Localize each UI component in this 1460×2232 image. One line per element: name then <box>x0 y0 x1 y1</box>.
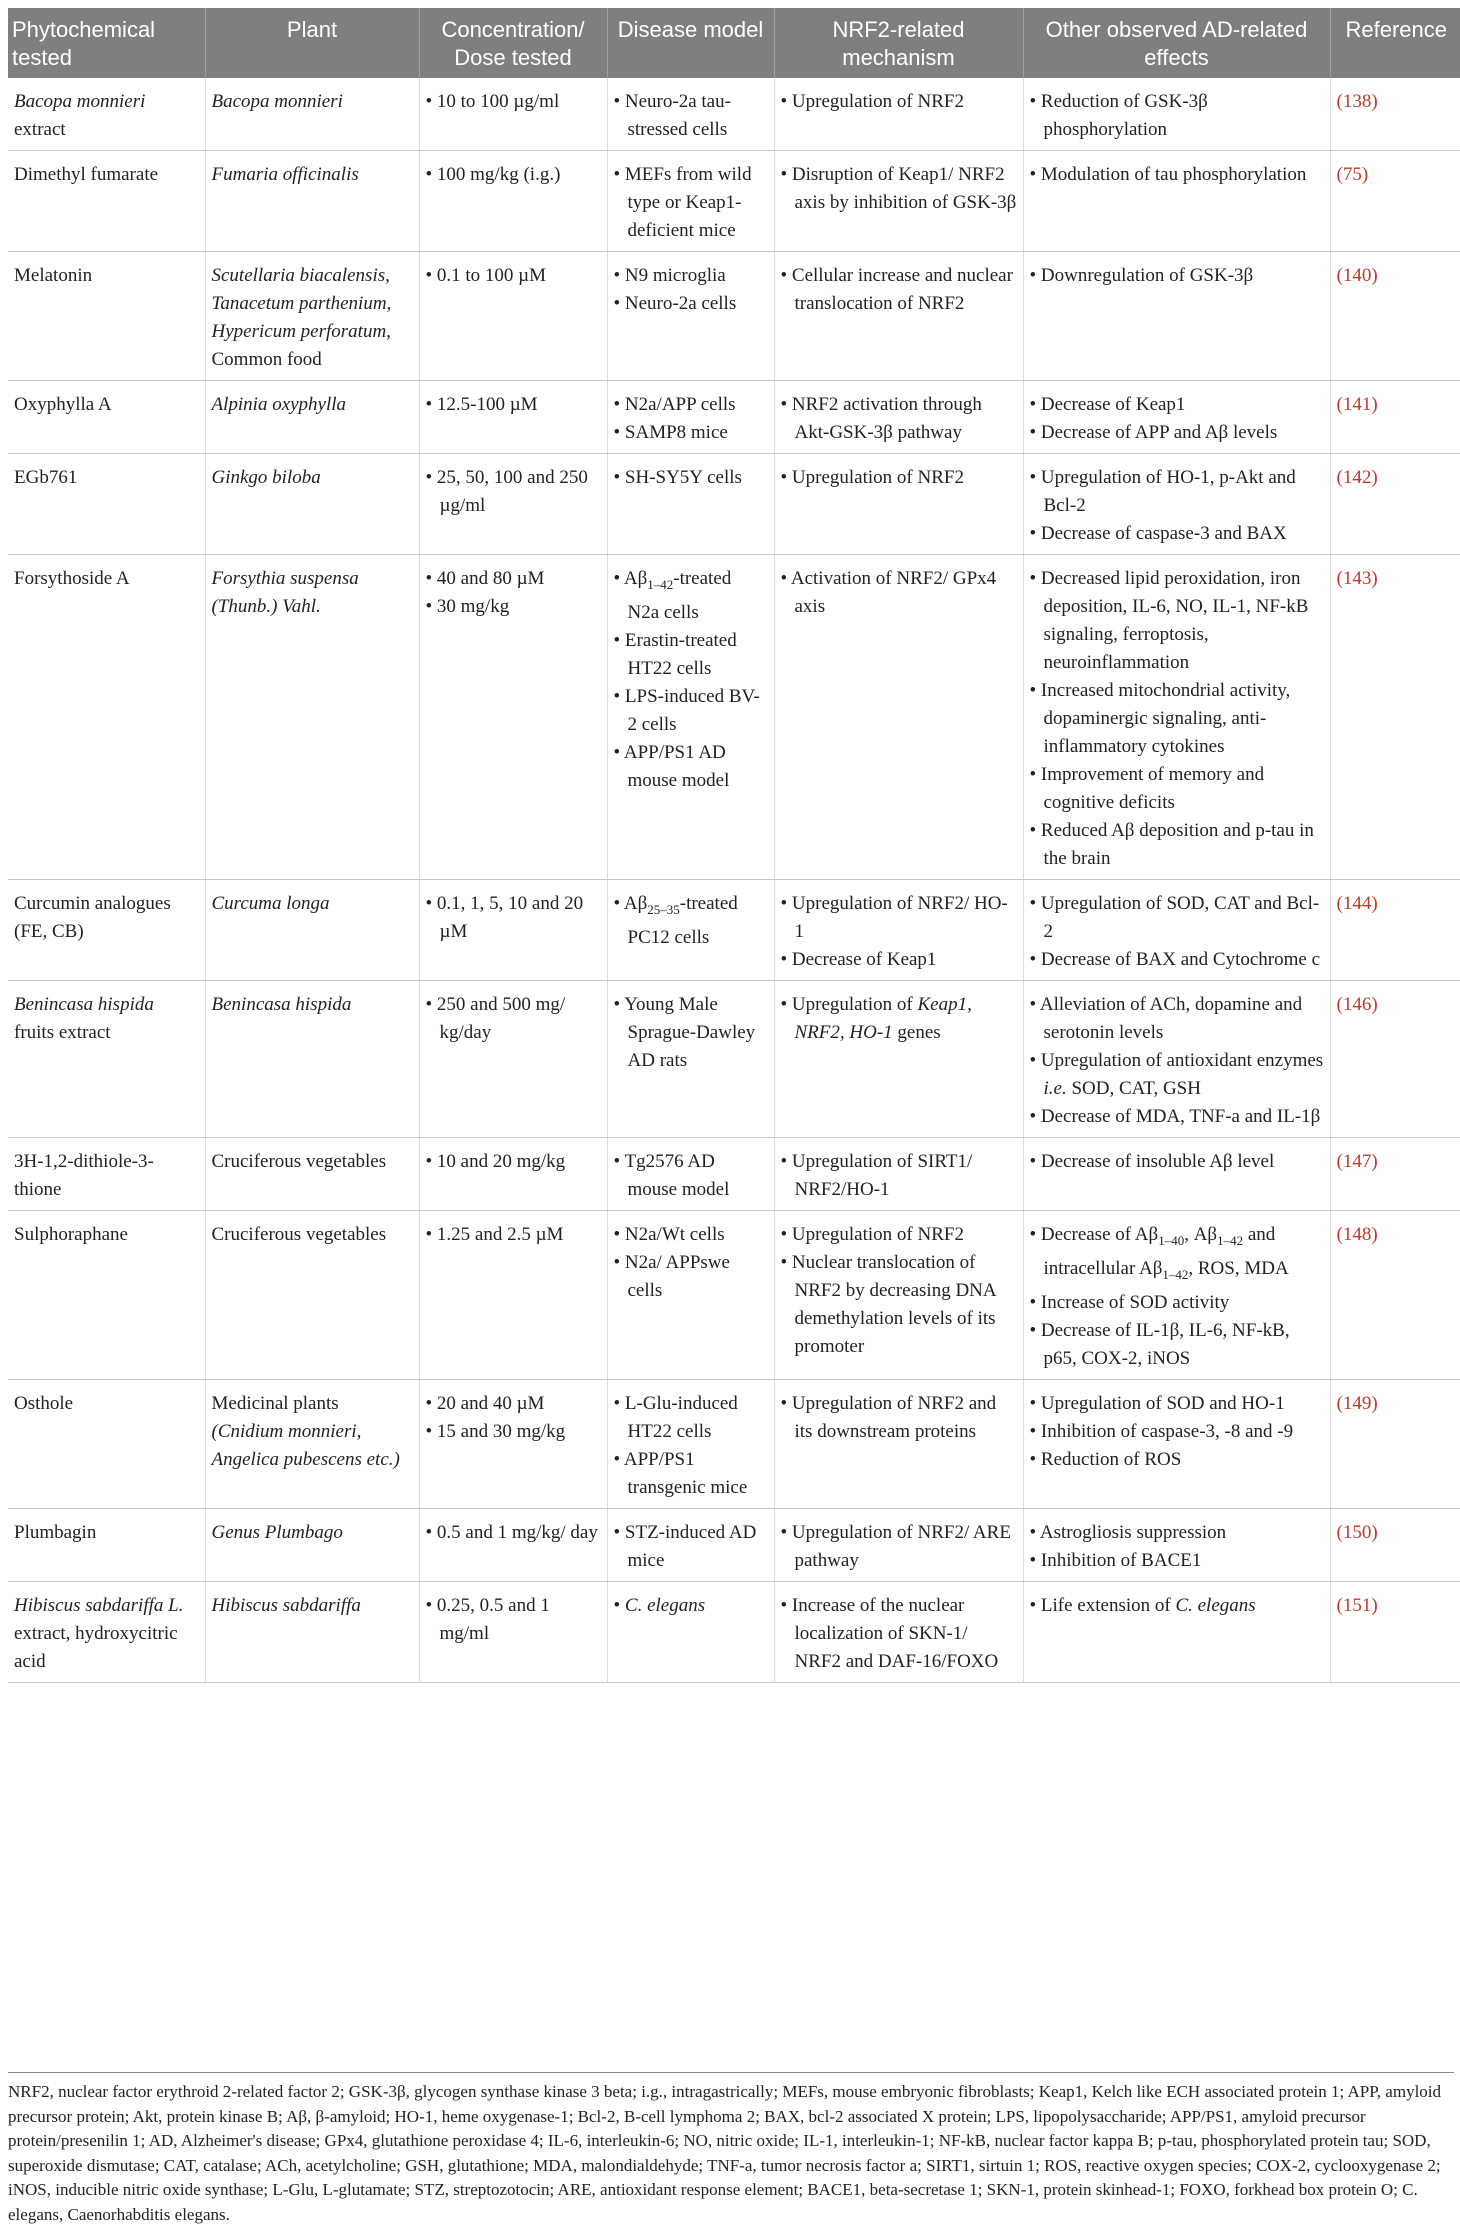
mechanism-item: • Upregulation of NRF2 <box>781 1221 1017 1249</box>
effect-item: • Decrease of MDA, TNF-a and IL-1β <box>1030 1103 1324 1131</box>
dose-item: • 1.25 and 2.5 µM <box>426 1221 601 1249</box>
dose-item: • 0.1 to 100 µM <box>426 262 601 290</box>
model-item: • APP/PS1 transgenic mice <box>614 1446 768 1502</box>
effect-item: • Downregulation of GSK-3β <box>1030 262 1324 290</box>
dose-item: • 15 and 30 mg/kg <box>426 1418 601 1446</box>
mechanism-item: • Nuclear translocation of NRF2 by decreasing DNA demethylation levels of its promoter <box>781 1249 1017 1361</box>
cell-nrf2-mechanism <box>774 981 1023 1138</box>
model-item: • L-Glu-induced HT22 cells <box>614 1390 768 1446</box>
cell-phytochemical: Forsythoside A <box>8 555 205 880</box>
mechanism-item: • Cellular increase and nuclear translocation of NRF2 <box>781 262 1017 318</box>
cell-reference <box>1330 381 1460 454</box>
cell-plant: Fumaria officinalis <box>205 151 419 252</box>
header-row <box>8 8 1460 78</box>
dose-item: • 12.5-100 µM <box>426 391 601 419</box>
effect-item: • Upregulation of SOD and HO-1 <box>1030 1390 1324 1418</box>
cell-plant: Forsythia suspensa (Thunb.) Vahl. <box>205 555 419 880</box>
dose-item: • 40 and 80 µM <box>426 565 601 593</box>
mechanism-item: • Upregulation of NRF2 <box>781 464 1017 492</box>
cell-plant: Curcuma longa <box>205 880 419 981</box>
cell-dose <box>419 1138 607 1211</box>
mechanism-item: • Increase of the nuclear localization of SKN-1/ NRF2 and DAF-16/FOXO <box>781 1592 1017 1676</box>
cell-other-effects <box>1023 1508 1330 1581</box>
cell-reference <box>1330 252 1460 381</box>
cell-dose <box>419 381 607 454</box>
table-row <box>8 252 1460 381</box>
model-item: • MEFs from wild type or Keap1-deficient mice <box>614 161 768 245</box>
header-disease-model: Disease model <box>607 8 774 78</box>
cell-phytochemical: Melatonin <box>8 252 205 381</box>
cell-plant: Benincasa hispida <box>205 981 419 1138</box>
cell-disease-model <box>607 454 774 555</box>
cell-nrf2-mechanism <box>774 381 1023 454</box>
effect-item: • Decreased lipid peroxidation, iron deposition, IL-6, NO, IL-1, NF-kB signaling, ferroptosis, neuroinflammation <box>1030 565 1324 677</box>
cell-disease-model <box>607 1508 774 1581</box>
reference-link[interactable]: (142) <box>1336 467 1378 488</box>
cell-reference <box>1330 1508 1460 1581</box>
cell-disease-model <box>607 555 774 880</box>
table-row <box>8 981 1460 1138</box>
effect-item: • Inhibition of BACE1 <box>1030 1547 1324 1575</box>
cell-reference <box>1330 1581 1460 1682</box>
dose-item: • 10 to 100 µg/ml <box>426 88 601 116</box>
cell-plant: Medicinal plants (Cnidium monnieri, Angelica pubescens etc.) <box>205 1379 419 1508</box>
cell-other-effects <box>1023 1211 1330 1380</box>
cell-dose <box>419 1211 607 1380</box>
cell-phytochemical: Bacopa monnieri extract <box>8 78 205 151</box>
cell-reference <box>1330 78 1460 151</box>
header-phytochemical: Phytochemical tested <box>8 8 205 78</box>
table-row <box>8 1379 1460 1508</box>
table-row <box>8 880 1460 981</box>
cell-other-effects <box>1023 555 1330 880</box>
model-item: • $A\beta_{1-42}$-treated N2a cells <box>614 565 768 627</box>
reference-link[interactable]: (146) <box>1336 994 1378 1015</box>
cell-reference <box>1330 1379 1460 1508</box>
cell-nrf2-mechanism <box>774 880 1023 981</box>
effect-item: • Modulation of tau phosphorylation <box>1030 161 1324 189</box>
mechanism-item: • Activation of NRF2/ GPx4 axis <box>781 565 1017 621</box>
effect-item: • Upregulation of antioxidant enzymes i.e. SOD, CAT, GSH <box>1030 1047 1324 1103</box>
cell-nrf2-mechanism <box>774 1581 1023 1682</box>
header-reference: Reference <box>1330 8 1460 78</box>
dose-item: • 25, 50, 100 and 250 µg/ml <box>426 464 601 520</box>
cell-plant: Ginkgo biloba <box>205 454 419 555</box>
effect-item: • Decrease of caspase-3 and BAX <box>1030 520 1324 548</box>
cell-nrf2-mechanism <box>774 78 1023 151</box>
cell-reference <box>1330 880 1460 981</box>
dose-item: • 250 and 500 mg/ kg/day <box>426 991 601 1047</box>
dose-item: • 10 and 20 mg/kg <box>426 1148 601 1176</box>
cell-phytochemical: EGb761 <box>8 454 205 555</box>
cell-phytochemical: Hibiscus sabdariffa L. extract, hydroxycitric acid <box>8 1581 205 1682</box>
table-row <box>8 1581 1460 1682</box>
mechanism-item: • Upregulation of NRF2 <box>781 88 1017 116</box>
cell-disease-model <box>607 252 774 381</box>
cell-disease-model <box>607 880 774 981</box>
mechanism-item: • Upregulation of NRF2/ HO-1 <box>781 890 1017 946</box>
cell-other-effects <box>1023 981 1330 1138</box>
cell-phytochemical: Dimethyl fumarate <box>8 151 205 252</box>
model-item: • $A\beta_{25-35}$-treated PC12 cells <box>614 890 768 952</box>
mechanism-item: • Upregulation of SIRT1/ NRF2/HO-1 <box>781 1148 1017 1204</box>
cell-phytochemical: Osthole <box>8 1379 205 1508</box>
table-row <box>8 1138 1460 1211</box>
effect-item: • Increased mitochondrial activity, dopaminergic signaling, anti-inflammatory cytokines <box>1030 677 1324 761</box>
cell-nrf2-mechanism <box>774 252 1023 381</box>
cell-dose <box>419 1508 607 1581</box>
phytochemical-table <box>8 8 1460 1683</box>
effect-item: • Decrease of BAX and Cytochrome c <box>1030 946 1324 974</box>
cell-dose <box>419 151 607 252</box>
effect-item: • Decrease of Keap1 <box>1030 391 1324 419</box>
effect-item: • Decrease of IL-1β, IL-6, NF-kB, p65, COX-2, iNOS <box>1030 1317 1324 1373</box>
cell-disease-model <box>607 981 774 1138</box>
effect-item: • Improvement of memory and cognitive deficits <box>1030 761 1324 817</box>
cell-other-effects <box>1023 381 1330 454</box>
cell-other-effects <box>1023 1138 1330 1211</box>
cell-reference <box>1330 1138 1460 1211</box>
model-item: • C. elegans <box>614 1592 768 1620</box>
cell-reference <box>1330 1211 1460 1380</box>
cell-disease-model <box>607 151 774 252</box>
reference-link[interactable]: (141) <box>1336 394 1378 415</box>
header-concentration: Concentration/ Dose tested <box>419 8 607 78</box>
reference-link[interactable]: (147) <box>1336 1151 1378 1172</box>
cell-plant: Cruciferous vegetables <box>205 1211 419 1380</box>
cell-disease-model <box>607 78 774 151</box>
cell-plant: Bacopa monnieri <box>205 78 419 151</box>
model-item: • SH-SY5Y cells <box>614 464 768 492</box>
cell-plant: Scutellaria biacalensis, Tanacetum parthenium, Hypericum perforatum, Common food <box>205 252 419 381</box>
dose-item: • 0.25, 0.5 and 1 mg/ml <box>426 1592 601 1648</box>
dose-item: • 0.5 and 1 mg/kg/ day <box>426 1519 601 1547</box>
cell-phytochemical: Plumbagin <box>8 1508 205 1581</box>
cell-phytochemical: Sulphoraphane <box>8 1211 205 1380</box>
model-item: • LPS-induced BV-2 cells <box>614 683 768 739</box>
model-item: • N9 microglia <box>614 262 768 290</box>
cell-other-effects <box>1023 151 1330 252</box>
cell-disease-model <box>607 1379 774 1508</box>
reference-link[interactable]: (138) <box>1336 91 1378 112</box>
cell-nrf2-mechanism <box>774 1138 1023 1211</box>
cell-phytochemical: Curcumin analogues (FE, CB) <box>8 880 205 981</box>
cell-disease-model <box>607 1581 774 1682</box>
table-row <box>8 381 1460 454</box>
cell-other-effects <box>1023 1379 1330 1508</box>
effect-item: • Decrease of $A\beta_{1-40}$, $A\beta_{1-42}$ and intracellular $A\beta_{1-42}$, ROS, MDA <box>1030 1221 1324 1289</box>
reference-link[interactable]: (143) <box>1336 568 1378 589</box>
table-row <box>8 78 1460 151</box>
model-item: • Young Male Sprague-Dawley AD rats <box>614 991 768 1075</box>
header-nrf2-mechanism: NRF2-related mechanism <box>774 8 1023 78</box>
cell-other-effects <box>1023 454 1330 555</box>
cell-dose <box>419 880 607 981</box>
header-plant: Plant <box>205 8 419 78</box>
model-item: • STZ-induced AD mice <box>614 1519 768 1575</box>
reference-link[interactable]: (140) <box>1336 265 1378 286</box>
header-other-effects: Other observed AD-related effects <box>1023 8 1330 78</box>
cell-other-effects <box>1023 252 1330 381</box>
mechanism-item: • Upregulation of NRF2/ ARE pathway <box>781 1519 1017 1575</box>
mechanism-item: • Upregulation of Keap1, NRF2, HO-1 genes <box>781 991 1017 1047</box>
effect-item: • Reduced Aβ deposition and p-tau in the brain <box>1030 817 1324 873</box>
phytochemical-table-container <box>8 8 1460 1683</box>
effect-item: • Increase of SOD activity <box>1030 1289 1324 1317</box>
mechanism-item: • Decrease of Keap1 <box>781 946 1017 974</box>
table-body <box>8 78 1460 1682</box>
dose-item: • 0.1, 1, 5, 10 and 20 µM <box>426 890 601 946</box>
cell-dose <box>419 555 607 880</box>
reference-link[interactable]: (144) <box>1336 893 1378 914</box>
cell-plant: Cruciferous vegetables <box>205 1138 419 1211</box>
cell-phytochemical: Oxyphylla A <box>8 381 205 454</box>
reference-link[interactable]: (151) <box>1336 1594 1378 1616</box>
table-row <box>8 454 1460 555</box>
mechanism-item: • NRF2 activation through Akt-GSK-3β pathway <box>781 391 1017 447</box>
cell-nrf2-mechanism <box>774 454 1023 555</box>
cell-other-effects <box>1023 880 1330 981</box>
cell-dose <box>419 1581 607 1682</box>
dose-item: • 20 and 40 µM <box>426 1390 601 1418</box>
cell-nrf2-mechanism <box>774 151 1023 252</box>
reference-link[interactable]: (150) <box>1336 1521 1378 1543</box>
cell-phytochemical: 3H-1,2-dithiole-3-thione <box>8 1138 205 1211</box>
cell-phytochemical: Benincasa hispida fruits extract <box>8 981 205 1138</box>
cell-nrf2-mechanism <box>774 1211 1023 1380</box>
model-item: • N2a/ APPswe cells <box>614 1249 768 1305</box>
model-item: • Erastin-treated HT22 cells <box>614 627 768 683</box>
effect-item: • Upregulation of SOD, CAT and Bcl-2 <box>1030 890 1324 946</box>
table-row <box>8 555 1460 880</box>
effect-item: • Inhibition of caspase-3, -8 and -9 <box>1030 1418 1324 1446</box>
cell-reference <box>1330 454 1460 555</box>
effect-item: • Astrogliosis suppression <box>1030 1519 1324 1547</box>
mechanism-item: • Upregulation of NRF2 and its downstream proteins <box>781 1390 1017 1446</box>
footnote-divider <box>8 2072 1454 2073</box>
cell-reference <box>1330 981 1460 1138</box>
table-header <box>8 8 1460 78</box>
cell-nrf2-mechanism <box>774 1379 1023 1508</box>
cell-dose <box>419 981 607 1138</box>
cell-plant: Alpinia oxyphylla <box>205 381 419 454</box>
effect-item: • Life extension of C. elegans <box>1030 1592 1324 1620</box>
cell-dose <box>419 454 607 555</box>
table-row <box>8 151 1460 252</box>
reference-link[interactable]: (75) <box>1336 164 1369 185</box>
cell-disease-model <box>607 1211 774 1380</box>
effect-item: • Decrease of APP and Aβ levels <box>1030 419 1324 447</box>
model-item: • Tg2576 AD mouse model <box>614 1148 768 1204</box>
cell-plant: Genus Plumbago <box>205 1508 419 1581</box>
effect-item: • Decrease of insoluble Aβ level <box>1030 1148 1324 1176</box>
cell-dose <box>419 78 607 151</box>
mechanism-item: • Disruption of Keap1/ NRF2 axis by inhibition of GSK-3β <box>781 161 1017 217</box>
model-item: • N2a/Wt cells <box>614 1221 768 1249</box>
table-row <box>8 1211 1460 1380</box>
model-item: • Neuro-2a tau-stressed cells <box>614 88 768 144</box>
cell-dose <box>419 252 607 381</box>
table-footnote: NRF2, nuclear factor erythroid 2-related factor 2; GSK-3β, glycogen synthase kinase 3 beta; i.g., intragastrically; MEFs, mouse embryonic fibroblasts; Keap1, Kelch like ECH associated protein 1; APP, amyloid precursor protein; Akt, protein kinase B; Aβ, β-amyloid; HO-1, heme oxygenase-1; Bcl-2, B-cell lymphoma 2; BAX, bcl-2 associated X protein; LPS, lipopolysaccharide; APP/PS1, amyloid precursor protein/presenilin 1; AD, Alzheimer's disease; GPx4, glutathione peroxidase 4; IL-6, interleukin-6; NO, nitric oxide; IL-1, interleukin-1; NF-kB, nuclear factor kappa B; p-tau, phosphorylated protein tau; SOD, superoxide dismutase; CAT, catalase; ACh, acetylcholine; GSH, glutathione; MDA, malondialdehyde; TNF-a, tumor necrosis factor a; SIRT1, sirtuin 1; ROS, reactive oxygen species; COX-2, cyclooxygenase 2; iNOS, inducible nitric oxide synthase; L-Glu, L-glutamate; STZ, streptozotocin; ARE, antioxidant response element; BACE1, beta-secretase 1; SKN-1, protein skinhead-1; FOXO, forkhead box protein O; C. elegans, Caenorhabditis elegans. <box>8 2082 1442 2224</box>
cell-disease-model <box>607 1138 774 1211</box>
cell-reference <box>1330 555 1460 880</box>
model-item: • SAMP8 mice <box>614 419 768 447</box>
cell-other-effects <box>1023 78 1330 151</box>
model-item: • Neuro-2a cells <box>614 290 768 318</box>
cell-disease-model <box>607 381 774 454</box>
dose-item: • 100 mg/kg (i.g.) <box>426 161 601 189</box>
effect-item: • Reduction of GSK-3β phosphorylation <box>1030 88 1324 144</box>
reference-link[interactable]: (148) <box>1336 1224 1378 1245</box>
effect-item: • Alleviation of ACh, dopamine and serotonin levels <box>1030 991 1324 1047</box>
model-item: • APP/PS1 AD mouse model <box>614 739 768 795</box>
cell-plant: Hibiscus sabdariffa <box>205 1581 419 1682</box>
cell-nrf2-mechanism <box>774 555 1023 880</box>
effect-item: • Reduction of ROS <box>1030 1446 1324 1474</box>
cell-nrf2-mechanism <box>774 1508 1023 1581</box>
cell-reference <box>1330 151 1460 252</box>
model-item: • N2a/APP cells <box>614 391 768 419</box>
dose-item: • 30 mg/kg <box>426 593 601 621</box>
reference-link[interactable]: (149) <box>1336 1392 1378 1414</box>
cell-dose <box>419 1379 607 1508</box>
table-row <box>8 1508 1460 1581</box>
cell-other-effects <box>1023 1581 1330 1682</box>
effect-item: • Upregulation of HO-1, p-Akt and Bcl-2 <box>1030 464 1324 520</box>
